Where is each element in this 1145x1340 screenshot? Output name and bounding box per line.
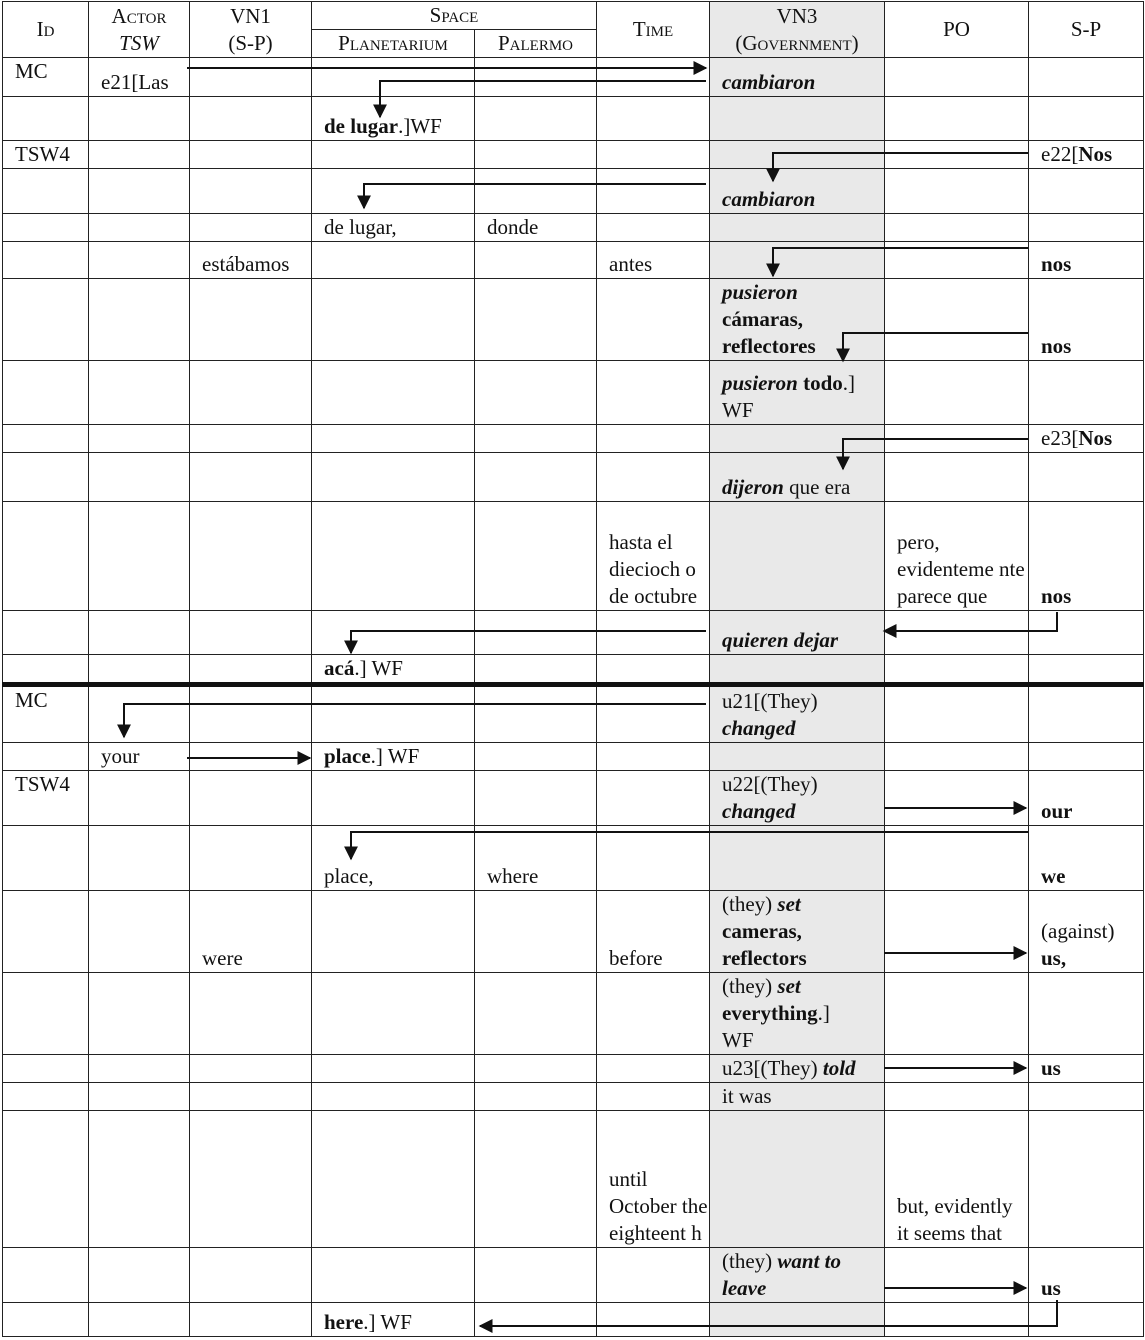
palermo-cell: donde — [475, 214, 597, 242]
planetarium-cell: de lugar.]WF — [312, 97, 475, 141]
id-cell: TSW4 — [3, 771, 89, 826]
transcription-table — [2, 1, 1144, 1337]
table-row — [3, 655, 1144, 685]
planetarium-cell: de lugar, — [312, 214, 475, 242]
table-row — [3, 453, 1144, 502]
table-row — [3, 279, 1144, 361]
planetarium-cell: acá.] WF — [312, 655, 475, 685]
header-po: PO — [885, 2, 1029, 58]
planetarium-cell: place.] WF — [312, 743, 475, 771]
table-row — [3, 685, 1144, 743]
header-actor: Actor TSW — [89, 2, 190, 58]
table-row — [3, 1111, 1144, 1248]
vn3-cell: u21[(They) changed — [710, 685, 885, 743]
vn1-cell: were — [190, 891, 312, 973]
table-row — [3, 169, 1144, 214]
vn3-cell: pusieron todo.] WF — [710, 361, 885, 425]
header-vn3: VN3 (Government) — [710, 2, 885, 58]
sp-cell: us — [1029, 1055, 1144, 1083]
vn3-cell: cambiaron — [710, 169, 885, 214]
vn3-cell: pusieron cámaras, reflectores — [710, 279, 885, 361]
palermo-cell: where — [475, 826, 597, 891]
vn3-cell: u22[(They) changed — [710, 771, 885, 826]
table-row — [3, 891, 1144, 973]
vn3-cell: (they) set everything.] WF — [710, 973, 885, 1055]
sp-cell: our — [1029, 771, 1144, 826]
table-row — [3, 771, 1144, 826]
header-space: Space — [312, 2, 597, 30]
table-row — [3, 214, 1144, 242]
sp-cell: us — [1029, 1248, 1144, 1303]
table-row — [3, 141, 1144, 169]
id-cell: MC — [3, 58, 89, 97]
table-row — [3, 743, 1144, 771]
sp-cell: nos — [1029, 242, 1144, 279]
header-vn1: VN1 (S-P) — [190, 2, 312, 58]
table-row — [3, 1055, 1144, 1083]
header-time: Time — [597, 2, 710, 58]
time-cell: antes — [597, 242, 710, 279]
vn1-cell: estábamos — [190, 242, 312, 279]
id-cell: TSW4 — [3, 141, 89, 169]
vn3-cell: quieren dejar — [710, 611, 885, 655]
table-row — [3, 97, 1144, 141]
sp-cell: we — [1029, 826, 1144, 891]
po-cell: but, evidently it seems that — [885, 1111, 1029, 1248]
po-cell: pero, evidenteme nte parece que — [885, 502, 1029, 611]
table-row — [3, 361, 1144, 425]
vn3-cell: cambiaron — [710, 58, 885, 97]
vn3-cell: (they) set cameras, reflectors — [710, 891, 885, 973]
sp-cell: nos — [1029, 279, 1144, 361]
vn3-cell: it was — [710, 1083, 885, 1111]
planetarium-cell: place, — [312, 826, 475, 891]
table-row — [3, 973, 1144, 1055]
time-cell: hasta el diecioch o de octubre — [597, 502, 710, 611]
table-row — [3, 1303, 1144, 1337]
sp-cell: nos — [1029, 502, 1144, 611]
id-cell: MC — [3, 685, 89, 743]
planetarium-cell: here.] WF — [312, 1303, 475, 1337]
header-id: Id — [3, 2, 89, 58]
table-row — [3, 242, 1144, 279]
table-row — [3, 826, 1144, 891]
vn3-cell: (they) want to leave — [710, 1248, 885, 1303]
table-row — [3, 58, 1144, 97]
actor-cell: e21[Las — [89, 58, 190, 97]
table-row — [3, 1083, 1144, 1111]
sp-cell: e22[Nos — [1029, 141, 1144, 169]
table-row — [3, 502, 1144, 611]
vn3-cell: u23[(They) told — [710, 1055, 885, 1083]
actor-cell: your — [89, 743, 190, 771]
table-row — [3, 611, 1144, 655]
header-palermo: Palermo — [475, 30, 597, 58]
table-row — [3, 1248, 1144, 1303]
header-planetarium: Planetarium — [312, 30, 475, 58]
sp-cell: (against) us, — [1029, 891, 1144, 973]
table-row — [3, 425, 1144, 453]
vn3-cell: dijeron que era — [710, 453, 885, 502]
time-cell: before — [597, 891, 710, 973]
sp-cell: e23[Nos — [1029, 425, 1144, 453]
time-cell: until October the eighteent h — [597, 1111, 710, 1248]
header-sp: S-P — [1029, 2, 1144, 58]
